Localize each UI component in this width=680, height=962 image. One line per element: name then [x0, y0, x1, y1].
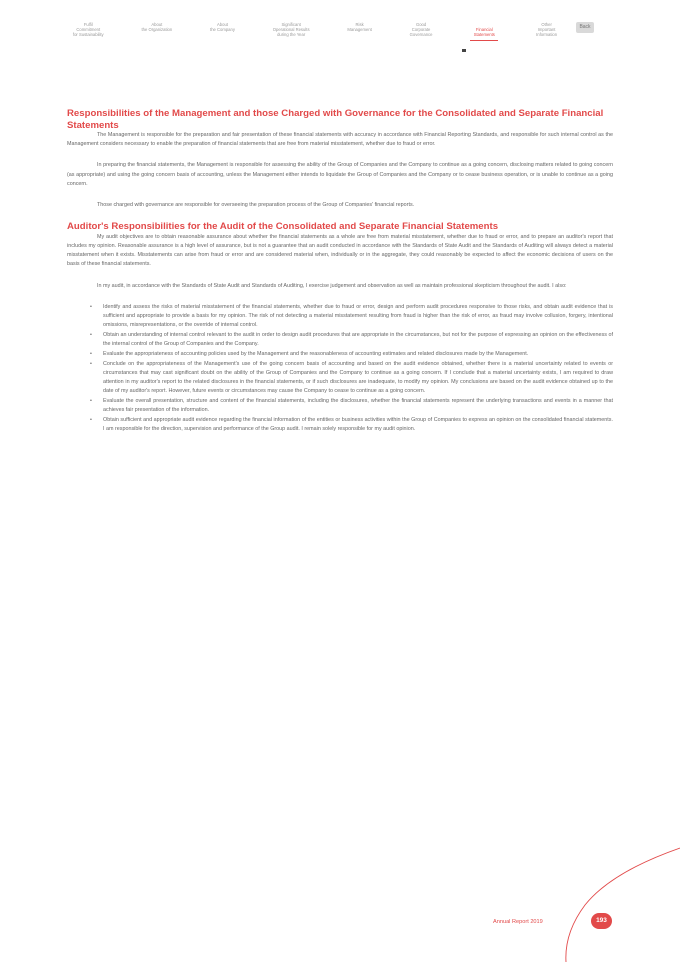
paragraph: My audit objectives are to obtain reasonable assurance about whether the financial statements as a whole are free from material misstatement, whether due to fraud or error, and to prepare an auditor's report that includes my opinion. Reasonable assurance is a high level of assurance, but is not a guarantee that an audit conducted in accordance with the Standards of State Audit and the Standards of Auditing will always detect a material misstatement when it exists. Misstatements can arise from fraud or error and are considered material when, individually or in the aggregate, they could reasonably be expected to affect the economic decisions of users on the basis of these financial statements.: [67, 233, 613, 268]
footer-report-label: Annual Report 2019: [493, 919, 543, 925]
bullet-icon: •: [90, 331, 92, 338]
list-item-text: Evaluate the appropriateness of accounting policies used by the Management and the reasonableness of accounting estimates and related disclosures made by the Management.: [103, 350, 529, 357]
tab-fulfil-commitment[interactable]: Fulfil Commitment for Sustainability: [72, 22, 104, 38]
list-item-text: Obtain sufficient and appropriate audit evidence regarding the financial information of the entities or business activities within the Group of Companies to express an opinion on the consolidated financial statements. I am responsible for the direction, supervision and performance of the Group audit. I remain solely responsible for my audit opinion.: [103, 417, 613, 433]
bullet-icon: •: [90, 360, 92, 367]
tab-corporate-governance[interactable]: Good Corporate Governance: [409, 22, 433, 38]
tab-about-company[interactable]: About the Company: [210, 22, 235, 33]
auditor-procedures-list: [67, 303, 613, 435]
list-item: [90, 397, 613, 415]
paragraph: In my audit, in accordance with the Standards of State Audit and Standards of Auditing, I exercise judgement and observation as well as maintain professional skepticism throughout the audit. I also:: [97, 282, 567, 289]
tab-risk-management[interactable]: Risk Management: [347, 22, 372, 33]
tab-about-organization[interactable]: About the Organization: [141, 22, 173, 33]
list-item-text: Obtain an understanding of internal control relevant to the audit in order to design audit procedures that are appropriate in the circumstances, but not for the purpose of expressing an opinion on the effectiveness of the internal control of the Group of Companies and the Company.: [103, 331, 613, 348]
paragraph: The Management is responsible for the preparation and fair presentation of these financial statements with accuracy in accordance with Financial Reporting Standards, and responsible for such internal control as the Management considers necessary to enable the preparation of financial statements that are free from material misstatement, whether due to fraud or error.: [67, 132, 613, 148]
paragraph: Those charged with governance are responsible for overseeing the preparation process of the Group of Companies' financial reports.: [97, 202, 415, 209]
list-item: [90, 360, 613, 397]
bullet-icon: •: [90, 398, 92, 405]
section-title-management-responsibilities: Responsibilities of the Management and those Charged with Governance for the Consolidated and Separate Financial Statements: [67, 108, 604, 131]
list-item: [90, 416, 613, 434]
tab-other-information[interactable]: Other Important Information: [536, 22, 558, 38]
list-item-text: Identify and assess the risks of material misstatement of the financial statements, whether due to fraud or error, design and perform audit procedures responsive to those risks, and obtain audit evidence that is sufficient and appropriate to provide a basis for my opinion. The risk of not detecting a material misstatement resulting from fraud is higher than the risk of error, as fraud may involve collusion, forgery, intentional omissions, misrepresentations, or the override of internal control.: [103, 303, 613, 329]
list-item-text: Conclude on the appropriateness of the Management's use of the going concern basis of accounting and based on the audit evidence obtained, whether there is a material uncertainty related to events or circumstances that may cast significant doubt on the ability of the Group of Companies and the Company to continue as a going concern. If I conclude that a material uncertainty exists, I am required to draw attention in my auditor's report to the related disclosures in the financial statements, or if such disclosures are inadequate, to modify my opinion. My conclusions are based on the audit evidence obtained up to the date of my auditor's report. However, future events or circumstances may cause the Company to cease to continue as a going concern.: [103, 360, 613, 395]
active-tab-indicator: [470, 40, 498, 41]
tab-financial-statements[interactable]: [451, 22, 517, 46]
back-button[interactable]: Back: [576, 22, 594, 33]
page-content: [67, 108, 613, 435]
tab-financial-statements-label: Financial Statements: [473, 27, 495, 38]
bullet-icon: •: [90, 303, 92, 310]
list-item-text: Evaluate the overall presentation, structure and content of the financial statements, including the disclosures, whether the financial statements represent the underlying transactions and events in a manner that achieves fair presentation of the information.: [103, 398, 613, 414]
list-item: [90, 350, 613, 359]
nav-position-marker: [462, 49, 466, 52]
paragraph: In preparing the financial statements, the Management is responsible for assessing the ability of the Group of Companies and the Company to continue as a going concern, disclosing matters related to going concern (as appropriate) and using the going concern basis of accounting, unless the Management either intends to liquidate the Group of Companies and the Company or to cease business operation, or is unable to continue as a going concern.: [67, 162, 613, 187]
list-item: [90, 303, 613, 331]
tab-operational-results[interactable]: Significant Operational Results during the Year: [272, 22, 310, 38]
section-title-auditor-responsibilities: Auditor's Responsibilities for the Audit of the Consolidated and Separate Financial Statements: [67, 221, 499, 233]
list-item: [90, 331, 613, 349]
top-navigation: [54, 22, 594, 52]
bullet-icon: •: [90, 417, 92, 424]
bullet-icon: •: [90, 350, 92, 357]
page-number-badge: 193: [591, 913, 612, 929]
